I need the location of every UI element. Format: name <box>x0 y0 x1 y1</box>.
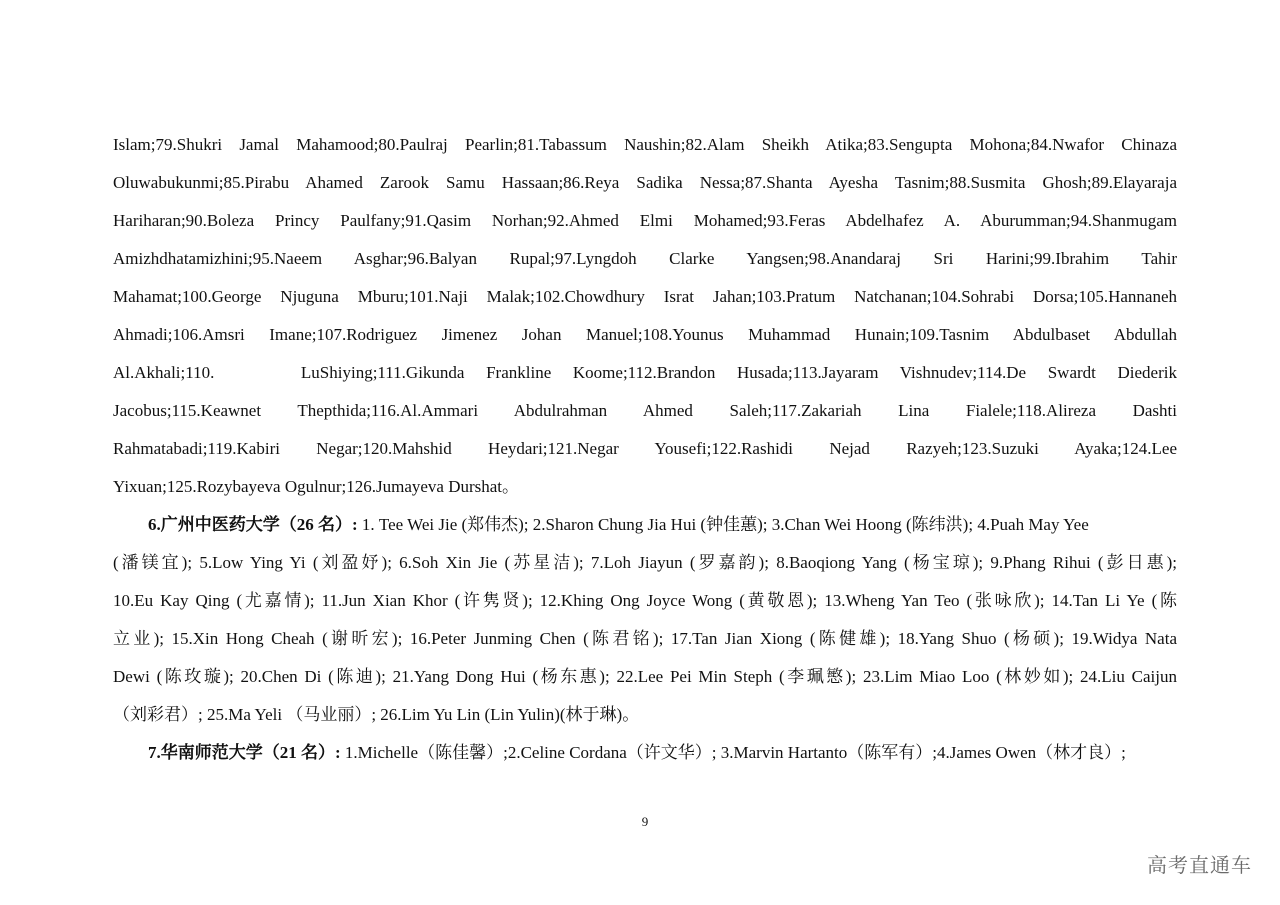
text-line: Hariharan;90.Boleza Princy Paulfany;91.Qasim Norhan;92.Ahmed Elmi Mohamed;93.Feras Abdelhafez A. Aburumman;94.Shanmugam <box>113 211 1177 230</box>
text-line: Al.Akhali;110. LuShiying;111.Gikunda Frankline Koome;112.Brandon Husada;113.Jayaram Vishnudev;114.De Swardt Diederik <box>113 363 1177 382</box>
text-line: 10.Eu Kay Qing (尤嘉情); 11.Jun Xian Khor (许隽贤); 12.Khing Ong Joyce Wong (黄敬恩); 13.Wheng Yan Teo (张咏欣); 14.Tan Li Ye (陈 <box>113 591 1177 610</box>
section-6-first-line <box>148 514 1177 536</box>
text-line: Oluwabukunmi;85.Pirabu Ahamed Zarook Samu Hassaan;86.Reya Sadika Nessa;87.Shanta Ayesha Tasnim;88.Susmita Ghosh;89.Elayaraja <box>113 173 1177 192</box>
section-7-heading: 7.华南师范大学（21 名）: <box>148 743 341 762</box>
text-line: （刘彩君）; 25.Ma Yeli （马业丽）; 26.Lim Yu Lin (Lin Yulin)(林于琳)。 <box>113 705 640 724</box>
text-line: Jacobus;115.Keawnet Thepthida;116.Al.Ammari Abdulrahman Ahmed Saleh;117.Zakariah Lina Fialele;118.Alireza Dashti <box>113 401 1177 420</box>
watermark-text: 高考直通车 <box>1147 853 1252 877</box>
text-line: 立业); 15.Xin Hong Cheah (谢昕宏); 16.Peter Junming Chen (陈君铭); 17.Tan Jian Xiong (陈健雄); 18.Yang Shuo (杨硕); 19.Widya Nata <box>113 629 1177 648</box>
text-line: Mahamat;100.George Njuguna Mburu;101.Naji Malak;102.Chowdhury Israt Jahan;103.Pratum Natchanan;104.Sohrabi Dorsa;105.Hannaneh <box>113 287 1177 306</box>
text-line: Ahmadi;106.Amsri Imane;107.Rodriguez Jimenez Johan Manuel;108.Younus Muhammad Hunain;109.Tasnim Abdulbaset Abdullah <box>113 325 1177 344</box>
text-line: Rahmatabadi;119.Kabiri Negar;120.Mahshid Heydari;121.Negar Yousefi;122.Rashidi Nejad Razyeh;123.Suzuki Ayaka;124.Lee <box>113 439 1177 458</box>
text-line: Dewi (陈玫璇); 20.Chen Di (陈迪); 21.Yang Dong Hui (杨东惠); 22.Lee Pei Min Steph (李珮慜); 23.Lim Miao Loo (林妙如); 24.Liu Caijun <box>113 667 1177 686</box>
section-7-text: 1.Michelle（陈佳馨）;2.Celine Cordana（许文华）; 3.Marvin Hartanto（陈军有）;4.James Owen（林才良）; <box>340 743 1126 762</box>
text-line: (潘镁宜); 5.Low Ying Yi (刘盈妤); 6.Soh Xin Jie (苏星洁); 7.Loh Jiayun (罗嘉韵); 8.Baoqiong Yang (杨宝琼); 9.Phang Rihui (彭日惠); <box>113 553 1177 572</box>
text-line: Yixuan;125.Rozybayeva Ogulnur;126.Jumayeva Durshat。 <box>113 477 520 496</box>
section-6-text: 1. Tee Wei Jie (郑伟杰); 2.Sharon Chung Jia Hui (钟佳蕙); 3.Chan Wei Hoong (陈纬洪); 4.Puah May Yee <box>357 515 1089 534</box>
page-number: 9 <box>641 814 649 829</box>
text-line: Amizhdhatamizhini;95.Naeem Asghar;96.Balyan Rupal;97.Lyngdoh Clarke Yangsen;98.Anandaraj Sri Harini;99.Ibrahim Tahir <box>113 249 1177 268</box>
section-6-heading: 6.广州中医药大学（26 名）: <box>148 515 358 534</box>
text-line: Islam;79.Shukri Jamal Mahamood;80.Paulraj Pearlin;81.Tabassum Naushin;82.Alam Sheikh Atika;83.Sengupta Mohona;84.Nwafor Chinaza <box>113 135 1177 154</box>
section-7-first-line <box>148 742 1177 764</box>
